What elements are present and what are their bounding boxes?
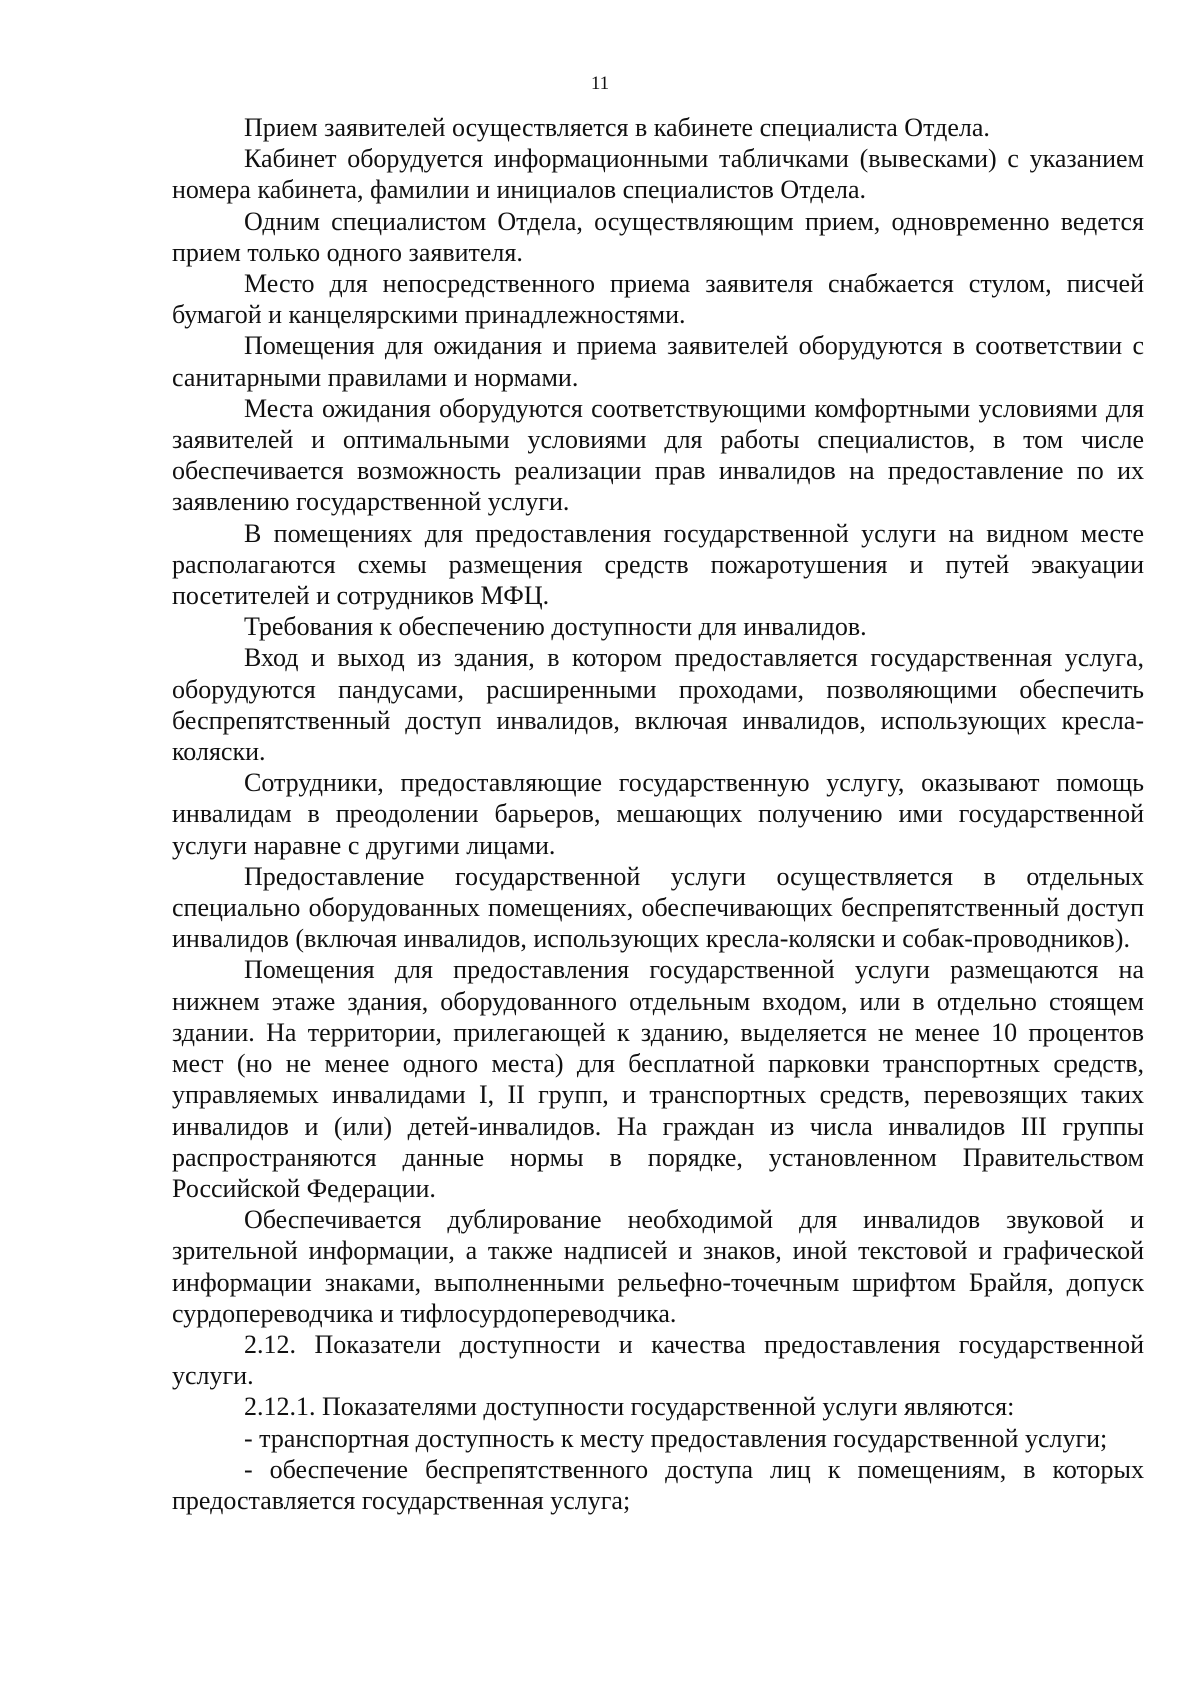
paragraph-section-2-12: 2.12. Показатели доступности и качества предоставления государственной услуги. <box>172 1329 1144 1391</box>
paragraph-transport-access: - транспортная доступность к месту предоставления государственной услуги; <box>244 1423 1108 1453</box>
paragraph-accessibility-requirements: Требования к обеспечению доступности для инвалидов. <box>244 612 867 642</box>
paragraph-braille-duplication: Обеспечивается дублирование необходимой для инвалидов звуковой и зрительной информации, а также надписей и знаков, иной текстовой и графической информации знаками, выполненными рельефно-точечным шрифтом Брайля, допуск сурдопереводчика и тифлосурдопереводчика. <box>172 1205 1144 1328</box>
paragraph-section-2-12-1: 2.12.1. Показателями доступности государственной услуги являются: <box>244 1392 1015 1422</box>
paragraph-ground-floor-parking: Помещения для предоставления государственной услуги размещаются на нижнем этаже здания, оборудованного отдельным входом, или в отдельно стоящем здании. На территории, прилегающей к зданию, выделяется не менее 10 процентов мест (но не менее одного места) для бесплатной парковки транспортных средств, управляемых инвалидами I, II групп, и транспортных средств, перевозящих таких инвалидов и (или) детей-инвалидов. На граждан из числа инвалидов III группы распространяются данные нормы в порядке, установленном Правительством Российской Федерации. <box>172 955 1144 1203</box>
paragraph-entrance-ramps: Вход и выход из здания, в котором предоставляется государственная услуга, оборудуются пандусами, расширенными проходами, позволяющими обеспечить беспрепятственный доступ инвалидов, включая инвалидов, использующих кресла-коляски. <box>172 643 1144 767</box>
paragraph-one-applicant: Одним специалистом Отдела, осуществляющим прием, одновременно ведется прием только одного заявителя. <box>172 206 1144 267</box>
paragraph-equipped-premises: Предоставление государственной услуги осуществляется в отдельных специально оборудованных помещениях, обеспечивающих беспрепятственный доступ инвалидов (включая инвалидов, использующих кресла-коляски и собак-проводников). <box>172 861 1144 954</box>
paragraph-waiting-places: Места ожидания оборудуются соответствующими комфортными условиями для заявителей и оптимальными условиями для работы специалистов, в том числе обеспечивается возможность реализации прав инвалидов на предоставление по их заявлению государственной услуги. <box>172 393 1144 517</box>
document-body <box>172 112 1144 1516</box>
page-number: 11 <box>590 73 610 94</box>
paragraph-reception-office: Прием заявителей осуществляется в кабинете специалиста Отдела. <box>244 113 990 142</box>
paragraph-evacuation-schemes: В помещениях для предоставления государственной услуги на видном месте располагаются схемы размещения средств пожаротушения и путей эвакуации посетителей и сотрудников МФЦ. <box>172 518 1144 611</box>
paragraph-unobstructed-access: - обеспечение беспрепятственного доступа лиц к помещениям, в которых предоставляется государственная услуга; <box>172 1454 1144 1515</box>
paragraph-staff-assistance: Сотрудники, предоставляющие государственную услугу, оказывают помощь инвалидам в преодолении барьеров, мешающих получению ими государственной услуги наравне с другими лицами. <box>172 768 1144 860</box>
paragraph-sanitary-rules: Помещения для ожидания и приема заявителей оборудуются в соответствии с санитарными правилами и нормами. <box>172 331 1144 392</box>
paragraph-reception-place: Место для непосредственного приема заявителя снабжается стулом, писчей бумагой и канцелярскими принадлежностями. <box>172 269 1144 330</box>
paragraph-office-signs: Кабинет оборудуется информационными табличками (вывесками) с указанием номера кабинета, фамилии и инициалов специалистов Отдела. <box>172 144 1144 205</box>
